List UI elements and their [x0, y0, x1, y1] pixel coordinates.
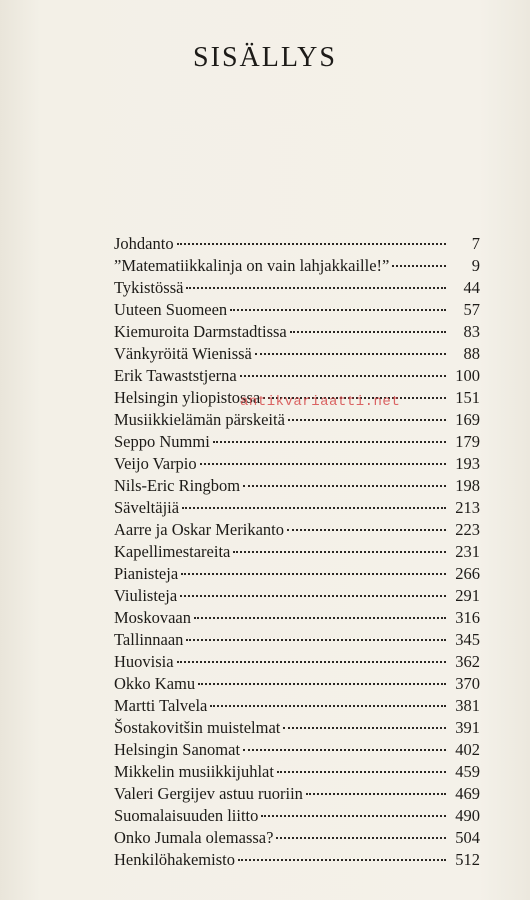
toc-entry: [114, 541, 480, 563]
dot-leader: [181, 573, 446, 575]
toc-entry: [114, 475, 480, 497]
toc-entry-title: Seppo Nummi: [114, 432, 210, 451]
dot-leader: [392, 265, 446, 267]
toc-entry-title: Musiikkielämän pärskeitä: [114, 410, 285, 429]
toc-entry-page: 490: [455, 806, 480, 825]
toc-entry-page: 231: [455, 542, 480, 561]
dot-leader: [210, 705, 446, 707]
toc-entry: [114, 783, 480, 805]
toc-entry-page: 316: [455, 608, 480, 627]
toc-entry-title: Veijo Varpio: [114, 454, 197, 473]
dot-leader: [240, 375, 446, 377]
toc-entry-title: Kiemuroita Darmstadtissa: [114, 322, 287, 341]
toc-entry-page: 151: [455, 388, 480, 407]
dot-leader: [287, 529, 446, 531]
dot-leader: [238, 859, 446, 861]
toc-entry: [114, 519, 480, 541]
toc-entry-page: 7: [471, 234, 480, 253]
toc-entry: [114, 365, 480, 387]
dot-leader: [276, 837, 446, 839]
toc-entry-title: Mikkelin musiikkijuhlat: [114, 762, 274, 781]
dot-leader: [186, 287, 446, 289]
toc-entry: [114, 717, 480, 739]
toc-entry-title: Aarre ja Oskar Merikanto: [114, 520, 284, 539]
toc-entry-page: 57: [463, 300, 480, 319]
toc-entry-title: Nils-Eric Ringbom: [114, 476, 241, 495]
toc-entry-title: Henkilöhakemisto: [114, 850, 235, 869]
dot-leader: [243, 485, 446, 487]
dot-leader: [306, 793, 446, 795]
toc-entry-page: 512: [455, 850, 480, 869]
table-of-contents: [114, 233, 480, 871]
toc-entry: [114, 563, 480, 585]
toc-entry-title: Šostakovitšin muistelmat: [114, 718, 281, 737]
dot-leader: [180, 595, 446, 597]
toc-entry: [114, 673, 480, 695]
toc-entry-page: 504: [455, 828, 480, 847]
toc-entry-title: Erik Tawaststjerna: [114, 366, 237, 385]
toc-entry-page: 213: [455, 498, 480, 517]
toc-entry-title: Huovisia: [114, 652, 174, 671]
toc-entry: [114, 827, 480, 849]
toc-entry-page: 266: [455, 564, 480, 583]
dot-leader: [277, 771, 446, 773]
toc-entry: [114, 761, 480, 783]
toc-entry: [114, 233, 480, 255]
toc-entry-page: 9: [471, 256, 480, 275]
toc-entry-page: 193: [455, 454, 480, 473]
toc-entry-page: 44: [463, 278, 480, 297]
dot-leader: [233, 551, 446, 553]
toc-entry: [114, 409, 480, 431]
dot-leader: [290, 331, 446, 333]
toc-entry-page: 179: [455, 432, 480, 451]
toc-entry-title: Helsingin Sanomat: [114, 740, 241, 759]
toc-entry-page: 223: [455, 520, 480, 539]
dot-leader: [213, 441, 446, 443]
toc-entry-page: 169: [455, 410, 480, 429]
toc-entry-page: 391: [455, 718, 480, 737]
toc-entry: [114, 651, 480, 673]
dot-leader: [186, 639, 446, 641]
toc-entry-page: 469: [455, 784, 480, 803]
toc-entry-title: Martti Talvela: [114, 696, 208, 715]
toc-entry-page: 362: [455, 652, 480, 671]
watermark: antikvariaatti.net: [240, 394, 401, 410]
toc-entry-page: 100: [455, 366, 480, 385]
toc-entry-title: Onko Jumala olemassa?: [114, 828, 274, 847]
toc-entry: [114, 739, 480, 761]
toc-entry: [114, 321, 480, 343]
dot-leader: [288, 419, 446, 421]
toc-entry-title: Tykistössä: [114, 278, 184, 297]
toc-entry: [114, 695, 480, 717]
toc-entry-page: 198: [455, 476, 480, 495]
toc-entry-title: Kapellimestareita: [114, 542, 231, 561]
toc-entry-title: Suomalaisuuden liitto: [114, 806, 259, 825]
toc-entry: [114, 805, 480, 827]
dot-leader: [230, 309, 446, 311]
toc-entry: [114, 585, 480, 607]
toc-entry-title: Vänkyröitä Wienissä: [114, 344, 252, 363]
toc-entry-page: 291: [455, 586, 480, 605]
dot-leader: [283, 727, 446, 729]
toc-entry-title: Pianisteja: [114, 564, 179, 583]
toc-entry: [114, 453, 480, 475]
toc-entry-page: 83: [463, 322, 480, 341]
toc-entry-title: Okko Kamu: [114, 674, 196, 693]
toc-entry-title: Viulisteja: [114, 586, 178, 605]
dot-leader: [200, 463, 446, 465]
page-title: SISÄLLYS: [193, 42, 337, 73]
toc-entry-title: ”Matematiikkalinja on vain lahjakkaille!”: [114, 256, 390, 275]
dot-leader: [177, 661, 446, 663]
dot-leader: [198, 683, 446, 685]
toc-entry-title: Moskovaan: [114, 608, 191, 627]
toc-entry-page: 370: [455, 674, 480, 693]
dot-leader: [261, 815, 446, 817]
dot-leader: [243, 749, 446, 751]
toc-entry: [114, 299, 480, 321]
toc-entry-title: Johdanto: [114, 234, 174, 253]
toc-entry-title: Uuteen Suomeen: [114, 300, 228, 319]
toc-entry: [114, 277, 480, 299]
toc-entry-page: 88: [463, 344, 480, 363]
toc-entry-title: Helsingin yliopistossa: [114, 388, 261, 407]
toc-entry-page: 402: [455, 740, 480, 759]
toc-entry-title: Säveltäjiä: [114, 498, 180, 517]
toc-entry: [114, 255, 480, 277]
dot-leader: [182, 507, 446, 509]
toc-entry: [114, 343, 480, 365]
toc-entry: [114, 431, 480, 453]
dot-leader: [177, 243, 446, 245]
toc-entry-title: Tallinnaan: [114, 630, 184, 649]
toc-entry: [114, 607, 480, 629]
dot-leader: [194, 617, 446, 619]
toc-entry: [114, 629, 480, 651]
toc-entry: [114, 849, 480, 871]
toc-entry-title: Valeri Gergijev astuu ruoriin: [114, 784, 303, 803]
dot-leader: [255, 353, 446, 355]
toc-entry-page: 459: [455, 762, 480, 781]
toc-entry-page: 345: [455, 630, 480, 649]
toc-entry: [114, 497, 480, 519]
toc-entry-page: 381: [455, 696, 480, 715]
